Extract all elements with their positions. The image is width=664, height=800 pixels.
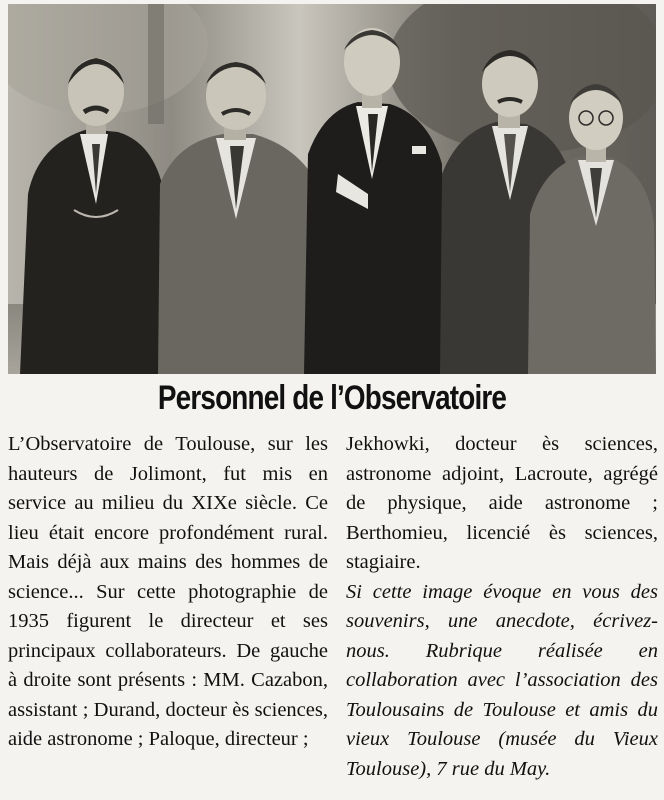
reader-appeal-italic: Si cette image évoque en vous des souvenirs, une anecdote, écrivez-nous. Rubrique réalisée en collaboration avec l’association des Toulousains de Toulouse et amis du vieux Toulouse (musée du Vieux Toulouse), 7 rue du May. [346, 580, 658, 780]
group-portrait-photo-icon [8, 4, 656, 374]
group-portrait-photo [8, 4, 656, 374]
article-title: Personnel de l’Observatoire [157, 379, 507, 417]
article-body-right: Jekhowki, docteur ès sciences, astronome adjoint, Lacroute, agrégé de physique, aide astronome ; Berthomieu, licencié ès sciences, stagiaire. [346, 433, 658, 573]
article-body-left: L’Observatoire de Toulouse, sur les hauteurs de Jolimont, fut mis en service au milieu du XIXe siècle. Ce lieu était encore profondément rural. Mais déjà aux mains des hommes de science... Sur cette photographie de 1935 figurent le directeur et ses principaux collaborateurs. De gauche à droite sont présents : MM. Cazabon, assistant ; Durand, docteur ès sciences, aide astronome ; Paloque, directeur ; [8, 433, 328, 750]
article-column-left [8, 430, 328, 755]
article-column-right [346, 430, 658, 784]
